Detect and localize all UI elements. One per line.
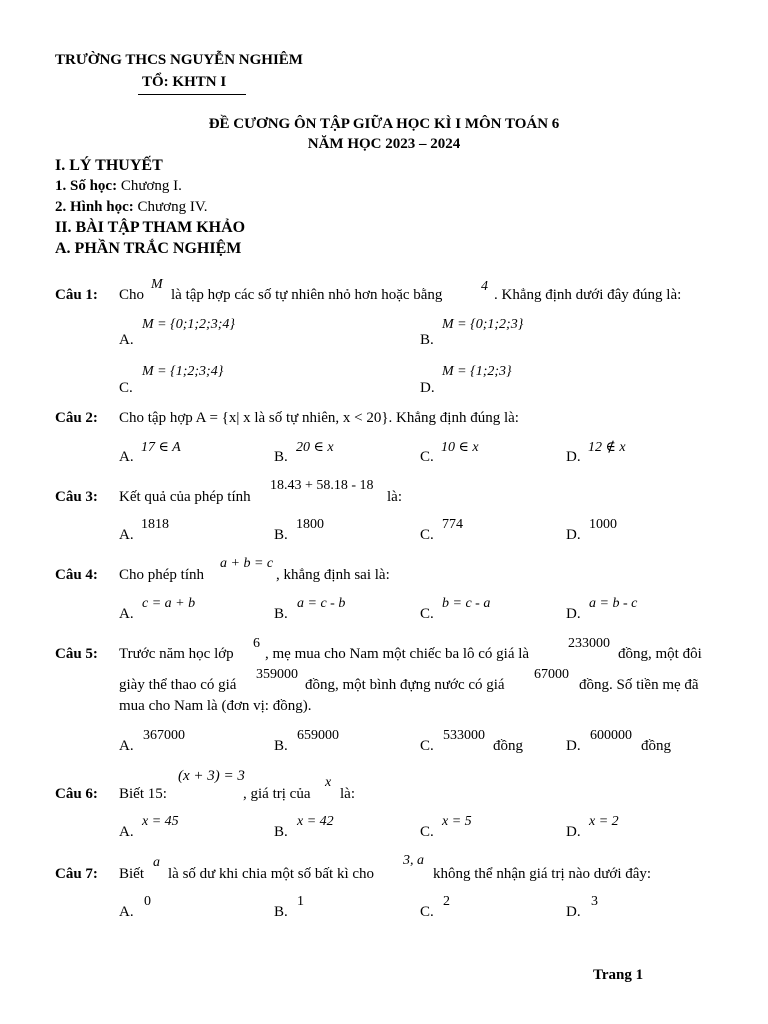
option-math: x = 5 bbox=[442, 814, 472, 829]
question-text: là: bbox=[340, 786, 355, 802]
option-unit: đồng bbox=[641, 738, 671, 754]
option-letter: B. bbox=[274, 738, 288, 754]
math-expression: 3, a bbox=[403, 853, 424, 868]
option-letter: C. bbox=[420, 904, 434, 920]
section-multiple-choice-heading: A. PHẦN TRẮC NGHIỆM bbox=[55, 240, 242, 257]
option-letter: C. bbox=[420, 738, 434, 754]
section-exercises-heading: II. BÀI TẬP THAM KHẢO bbox=[55, 219, 246, 236]
option-letter: A. bbox=[119, 527, 134, 543]
option-math: c = a + b bbox=[142, 596, 196, 611]
option-math: 2 bbox=[443, 894, 450, 909]
math-expression: a bbox=[153, 855, 160, 870]
question-text: Cho phép tính bbox=[119, 567, 204, 583]
option-math: 17 ∈ A bbox=[141, 440, 181, 455]
question-label: Câu 4: bbox=[55, 567, 98, 583]
question-text: đồng, một đôi bbox=[618, 646, 702, 662]
page-number: Trang 1 bbox=[593, 967, 644, 983]
option-math: a = b - c bbox=[589, 596, 638, 611]
math-expression: x bbox=[325, 775, 332, 790]
section-theory-heading: I. LÝ THUYẾT bbox=[55, 157, 163, 174]
option-math: 12 ∉ x bbox=[588, 440, 626, 455]
option-math: x = 45 bbox=[142, 814, 179, 829]
question-label: Câu 2: bbox=[55, 410, 98, 426]
option-letter: B. bbox=[420, 332, 434, 348]
theory-item-arithmetic bbox=[55, 178, 182, 195]
question-label: Câu 7: bbox=[55, 866, 98, 882]
option-letter: D. bbox=[566, 449, 581, 465]
option-letter: C. bbox=[420, 824, 434, 840]
option-math: 600000 bbox=[590, 728, 632, 743]
question-text: , mẹ mua cho Nam một chiếc ba lô có giá là bbox=[265, 646, 530, 662]
option-math: 367000 bbox=[143, 728, 185, 743]
question-text: Trước năm học lớp bbox=[119, 646, 234, 662]
question-label: Câu 3: bbox=[55, 489, 98, 505]
option-letter: D. bbox=[566, 527, 581, 543]
option-letter: B. bbox=[274, 606, 288, 622]
option-math: b = c - a bbox=[442, 596, 491, 611]
question-text: Kết quả của phép tính bbox=[119, 489, 251, 505]
department-name: TỔ: KHTN I bbox=[142, 74, 227, 90]
option-letter: A. bbox=[119, 738, 134, 754]
option-unit: đồng bbox=[493, 738, 523, 754]
question-text: đồng, một bình đựng nước có giá bbox=[305, 677, 505, 693]
theory-item-text: Chương IV. bbox=[137, 199, 208, 215]
question-text: mua cho Nam là (đơn vị: đồng). bbox=[119, 698, 312, 714]
question-text: , giá trị của bbox=[243, 786, 311, 802]
school-name: TRƯỜNG THCS NGUYỄN NGHIÊM bbox=[55, 52, 303, 68]
theory-item-label: 1. Số học: bbox=[55, 178, 118, 194]
option-math: x = 2 bbox=[589, 814, 619, 829]
option-letter: D. bbox=[566, 738, 581, 754]
option-math: 10 ∈ x bbox=[441, 440, 479, 455]
option-math: 20 ∈ x bbox=[296, 440, 334, 455]
option-letter: D. bbox=[566, 606, 581, 622]
math-expression: 4 bbox=[481, 279, 488, 294]
option-letter: A. bbox=[119, 904, 134, 920]
theory-item-geometry bbox=[55, 199, 207, 216]
math-expression: (x + 3) = 3 bbox=[178, 768, 245, 784]
option-letter: C. bbox=[420, 449, 434, 465]
document-title: ĐỀ CƯƠNG ÔN TẬP GIỮA HỌC KÌ I MÔN TOÁN 6 bbox=[208, 116, 560, 132]
question-text: Biết bbox=[119, 866, 144, 882]
question-label: Câu 5: bbox=[55, 646, 98, 662]
option-letter: B. bbox=[274, 904, 288, 920]
option-letter: C. bbox=[420, 606, 434, 622]
option-letter: C. bbox=[420, 527, 434, 543]
option-math: x = 42 bbox=[297, 814, 334, 829]
question-text: Cho tập hợp A = {x| x là số tự nhiên, x < 20}. Khẳng định đúng là: bbox=[119, 410, 519, 426]
option-letter: D. bbox=[566, 904, 581, 920]
option-letter: C. bbox=[119, 380, 133, 396]
math-expression: 233000 bbox=[568, 636, 610, 651]
option-math: 1000 bbox=[589, 517, 617, 532]
option-math: 659000 bbox=[297, 728, 339, 743]
option-letter: A. bbox=[119, 606, 134, 622]
question-text: đồng. Số tiền mẹ đã bbox=[579, 677, 699, 693]
option-letter: A. bbox=[119, 332, 134, 348]
option-letter: D. bbox=[566, 824, 581, 840]
school-year: NĂM HỌC 2023 – 2024 bbox=[307, 136, 461, 152]
question-text: là tập hợp các số tự nhiên nhỏ hơn hoặc bằng bbox=[171, 287, 443, 303]
option-math: a = c - b bbox=[297, 596, 346, 611]
question-text: Biết 15: bbox=[119, 786, 167, 802]
option-math: 3 bbox=[591, 894, 598, 909]
option-letter: D. bbox=[420, 380, 435, 396]
math-expression: a + b = c bbox=[220, 556, 274, 571]
option-math: 533000 bbox=[443, 728, 485, 743]
math-expression: 359000 bbox=[256, 667, 298, 682]
option-math: 1 bbox=[297, 894, 304, 909]
math-expression: M bbox=[151, 277, 163, 292]
option-math: 1800 bbox=[296, 517, 324, 532]
question-text: . Khẳng định dưới đây đúng là: bbox=[494, 287, 682, 303]
option-math: M = {1;2;3} bbox=[442, 364, 512, 379]
question-text: là: bbox=[387, 489, 402, 505]
option-math: 1818 bbox=[141, 517, 169, 532]
question-label: Câu 6: bbox=[55, 786, 98, 802]
math-expression: 67000 bbox=[534, 667, 569, 682]
question-text: Cho bbox=[119, 287, 145, 303]
option-math: 0 bbox=[144, 894, 151, 909]
math-expression: 6 bbox=[253, 636, 260, 651]
theory-item-label: 2. Hình học: bbox=[55, 199, 134, 215]
option-letter: B. bbox=[274, 449, 288, 465]
question-text: , khẳng định sai là: bbox=[276, 567, 390, 583]
question-text: giày thể thao có giá bbox=[119, 677, 237, 693]
option-math: 774 bbox=[442, 517, 463, 532]
option-letter: A. bbox=[119, 449, 134, 465]
option-math: M = {1;2;3;4} bbox=[142, 364, 224, 379]
option-letter: B. bbox=[274, 824, 288, 840]
option-letter: A. bbox=[119, 824, 134, 840]
math-expression: 18.43 + 58.18 - 18 bbox=[270, 478, 374, 493]
option-math: M = {0;1;2;3} bbox=[442, 317, 524, 332]
option-letter: B. bbox=[274, 527, 288, 543]
question-text: là số dư khi chia một số bất kì cho bbox=[168, 866, 375, 882]
question-label: Câu 1: bbox=[55, 287, 98, 303]
theory-item-text: Chương I. bbox=[120, 178, 182, 194]
department-underline bbox=[138, 94, 246, 95]
question-text: không thể nhận giá trị nào dưới đây: bbox=[433, 866, 652, 882]
option-math: M = {0;1;2;3;4} bbox=[142, 317, 235, 332]
